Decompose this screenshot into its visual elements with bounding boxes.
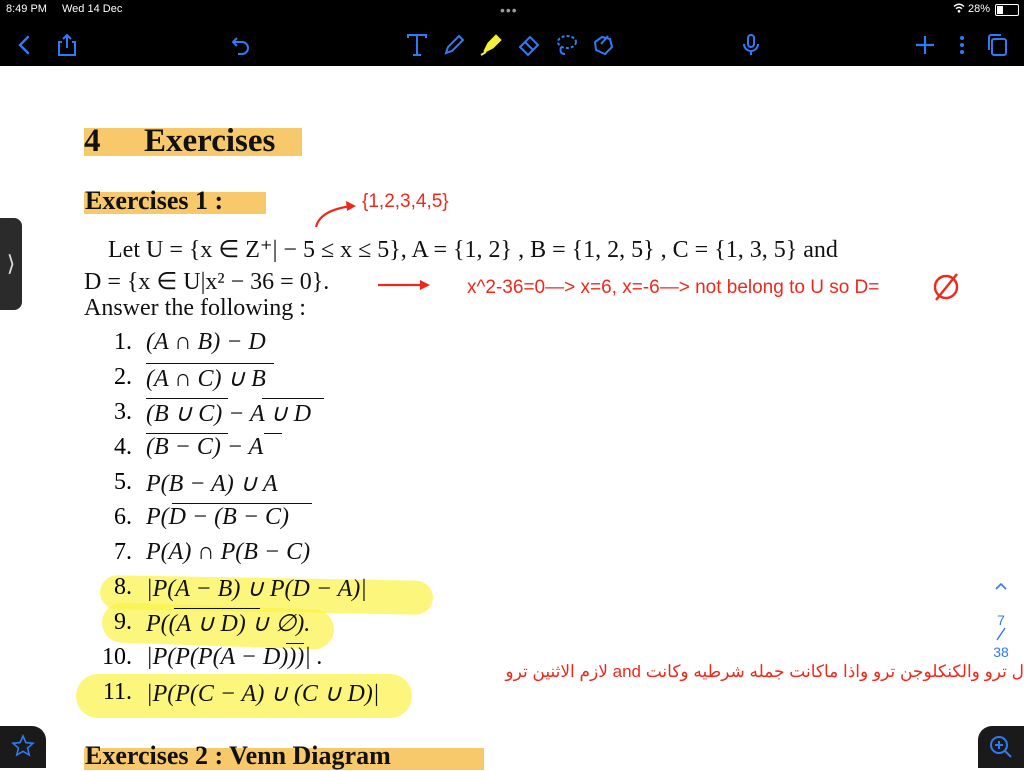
list-item-number: 4. [114,434,132,460]
sidebar-toggle[interactable] [0,218,22,310]
wifi-icon [953,3,965,16]
overline-item10 [286,643,304,644]
battery-icon [995,4,1019,16]
overline-item6 [172,503,312,504]
list-item-expression: (B − C) − A [146,434,264,460]
status-time: 8:49 PM [6,3,47,15]
list-item-expression: |P(P(C − A) ∪ (C ∪ D)| [146,681,380,707]
list-item-expression: (A ∩ C) ∪ B [146,366,266,392]
list-item-number: 7. [114,539,132,565]
annotation-set-u: {1,2,3,4,5} [362,191,449,212]
exercise2-title: Exercises 2 : Venn Diagram [85,741,391,770]
pen-icon[interactable] [439,30,469,60]
page-up-icon[interactable] [986,578,1016,594]
list-item-number: 9. [114,609,132,635]
section-title: Exercises [144,123,276,159]
lasso-icon[interactable] [551,30,581,60]
zoom-in-icon [988,734,1014,760]
pages-icon[interactable] [983,30,1013,60]
list-item-number: 10. [102,644,132,670]
list-item-number: 2. [114,364,132,390]
overline-item4a [146,433,228,434]
annotation-d-note: x^2-36=0—> x=6, x=-6—> not belong to U so D= [467,277,880,298]
status-date: Wed 14 Dec [62,3,123,15]
list-item-expression: P((A ∪ D) ∪ ∅). [146,611,311,637]
list-item-expression: P(A) ∩ P(B − C) [146,539,311,565]
list-item-number: 6. [114,504,132,530]
chevron-right-icon: ⟩ [6,251,16,276]
overline-item9 [174,608,260,609]
page-current: 7 [997,612,1005,628]
empty-set-icon [930,272,962,302]
favorite-button[interactable] [0,726,46,768]
overline-item2 [146,363,274,364]
overline-item4b [264,433,282,434]
microphone-icon[interactable] [736,30,766,60]
page-separator-icon [986,627,1016,644]
list-item-expression: (A ∩ B) − D [146,329,266,355]
list-item-number: 3. [114,399,132,425]
shapes-icon[interactable] [588,30,618,60]
exercise1-definition-line2: D = {x ∈ U|x² − 36 = 0}. [84,269,330,295]
battery-percent: 28% [968,3,991,15]
multitask-dots[interactable]: ••• [500,2,518,18]
exercise1-definition-line1: Let U = {x ∈ Z⁺| − 5 ≤ x ≤ 5}, A = {1, 2} , B = {1, 2, 5} , C = {1, 3, 5} and [108,237,838,263]
highlighter-icon[interactable] [476,30,506,60]
list-item-expression: P(B − A) ∪ A [146,471,278,497]
overline-item3a [146,398,228,399]
text-tool-icon[interactable] [402,30,432,60]
back-chevron-icon[interactable] [10,30,40,60]
star-icon [11,734,35,758]
undo-icon[interactable] [226,30,256,60]
annotation-arabic-note: ل ترو والكنكلوجن ترو واذا ماكانت جمله شرطيه وكانت and لازم الاثنين ترو [505,662,1024,681]
list-item-number: 1. [114,329,132,355]
eraser-icon[interactable] [514,30,544,60]
list-item-number: 8. [114,574,132,600]
list-item-number: 5. [114,469,132,495]
zoom-button[interactable] [978,726,1024,768]
page-total: 38 [993,644,1009,660]
list-item-number: 11. [102,679,132,705]
more-icon[interactable] [947,30,977,60]
list-item-expression: |P(A − B) ∪ P(D − A)| [146,576,367,602]
exercise1-title: Exercises 1 : [85,186,224,215]
list-item-expression: (B ∪ C) − A ∪ D [146,401,312,427]
share-icon[interactable] [52,30,82,60]
answer-prompt: Answer the following : [84,295,306,321]
annotation-arrow-curved [312,196,362,230]
add-icon[interactable] [910,30,940,60]
list-item-expression: P(D − (B − C) [146,504,290,530]
top-toolbar [0,0,1024,66]
list-item-expression: |P(P(P(A − D)))| . [146,644,323,670]
annotation-arrow-right [378,278,432,292]
overline-item3b [262,398,324,399]
section-number: 4 [84,123,101,159]
